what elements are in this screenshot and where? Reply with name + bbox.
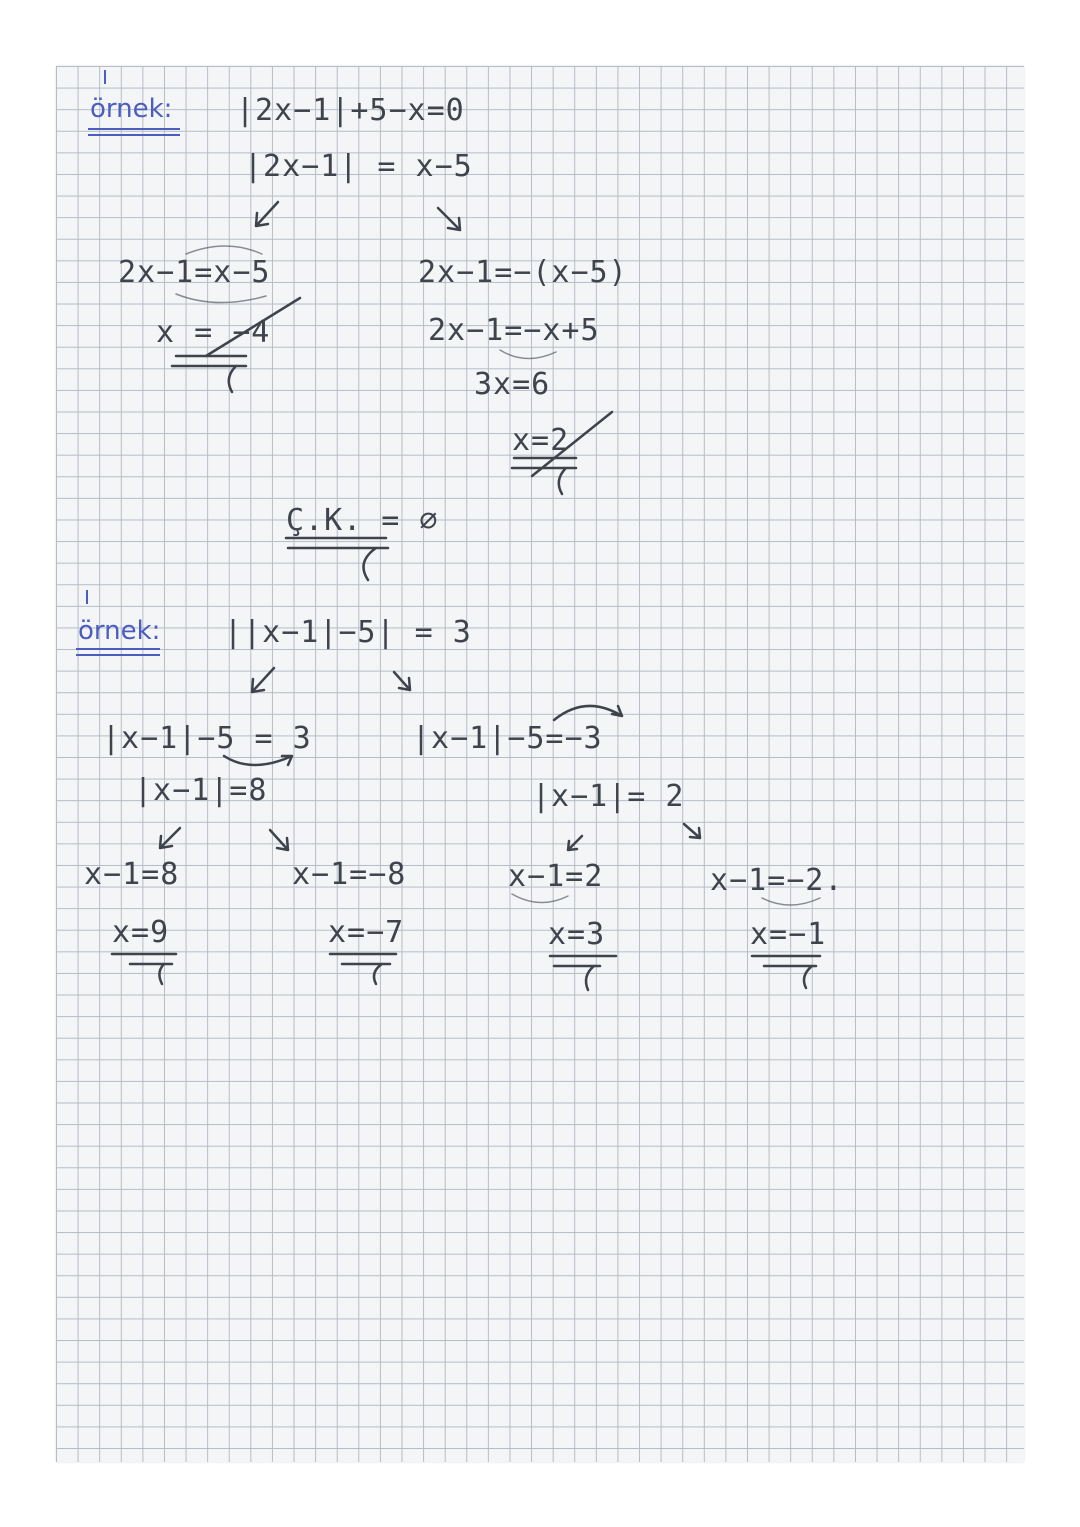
example2-result-b: x=−7	[328, 915, 405, 950]
arrow-down-left-icon	[256, 202, 278, 226]
example2-left-abs: |x−1|=8	[134, 773, 268, 808]
graph-paper-sheet	[56, 66, 1024, 1462]
example2-case-c: x−1=2	[508, 859, 604, 894]
arrow-down-left-icon	[568, 836, 582, 850]
example2-right-abs: |x−1|= 2	[532, 779, 685, 814]
arrow-down-left-icon	[160, 828, 180, 848]
example1-right-step2: 3x=6	[474, 367, 551, 402]
arrow-down-right-icon	[684, 824, 700, 838]
example2-result-d: x=−1	[750, 917, 827, 952]
example2-result-a: x=9	[112, 915, 170, 950]
result-underline	[286, 538, 388, 580]
example2-equation: ||x−1|−5| = 3	[224, 615, 472, 650]
example1-left-case: 2x−1=x−5	[118, 255, 271, 290]
example2-result-c: x=3	[548, 917, 606, 952]
arrow-down-left-icon	[252, 668, 274, 692]
example1-right-case: 2x−1=−(x−5)	[418, 255, 628, 290]
result-underline	[330, 954, 396, 984]
example1-equation: |2x−1|+5−x=0	[236, 93, 465, 128]
strike-mark	[532, 412, 612, 476]
arrow-down-right-icon	[270, 830, 288, 850]
example2-left-case: |x−1|−5 = 3	[102, 721, 312, 756]
example1-right-step1: 2x−1=−x+5	[428, 313, 600, 348]
result-underline	[112, 954, 176, 984]
example2-case-d: x−1=−2.	[710, 863, 844, 898]
example2-case-b: x−1=−8	[292, 857, 407, 892]
example2-title: örnek:	[78, 616, 161, 646]
example2-case-a: x−1=8	[84, 857, 180, 892]
handwritten-marks	[56, 66, 1024, 1462]
curved-arrow-icon	[554, 706, 622, 720]
curved-arrow-icon	[224, 756, 292, 765]
example1-rewritten: |2x−1| = x−5	[244, 149, 473, 184]
example1-solution-set: Ç.K. = ∅	[286, 503, 439, 538]
arrow-down-right-icon	[394, 672, 410, 690]
arrow-down-right-icon	[438, 208, 460, 230]
example1-right-result: x=2	[512, 423, 570, 458]
example1-left-result: x = −4	[156, 315, 271, 350]
result-underline	[512, 458, 576, 494]
result-underline	[172, 356, 246, 392]
example2-right-case: |x−1|−5=−3	[412, 721, 603, 756]
example1-title: örnek:	[90, 94, 173, 124]
result-underline	[550, 956, 616, 990]
strike-mark	[206, 298, 300, 356]
result-underline	[752, 956, 820, 988]
